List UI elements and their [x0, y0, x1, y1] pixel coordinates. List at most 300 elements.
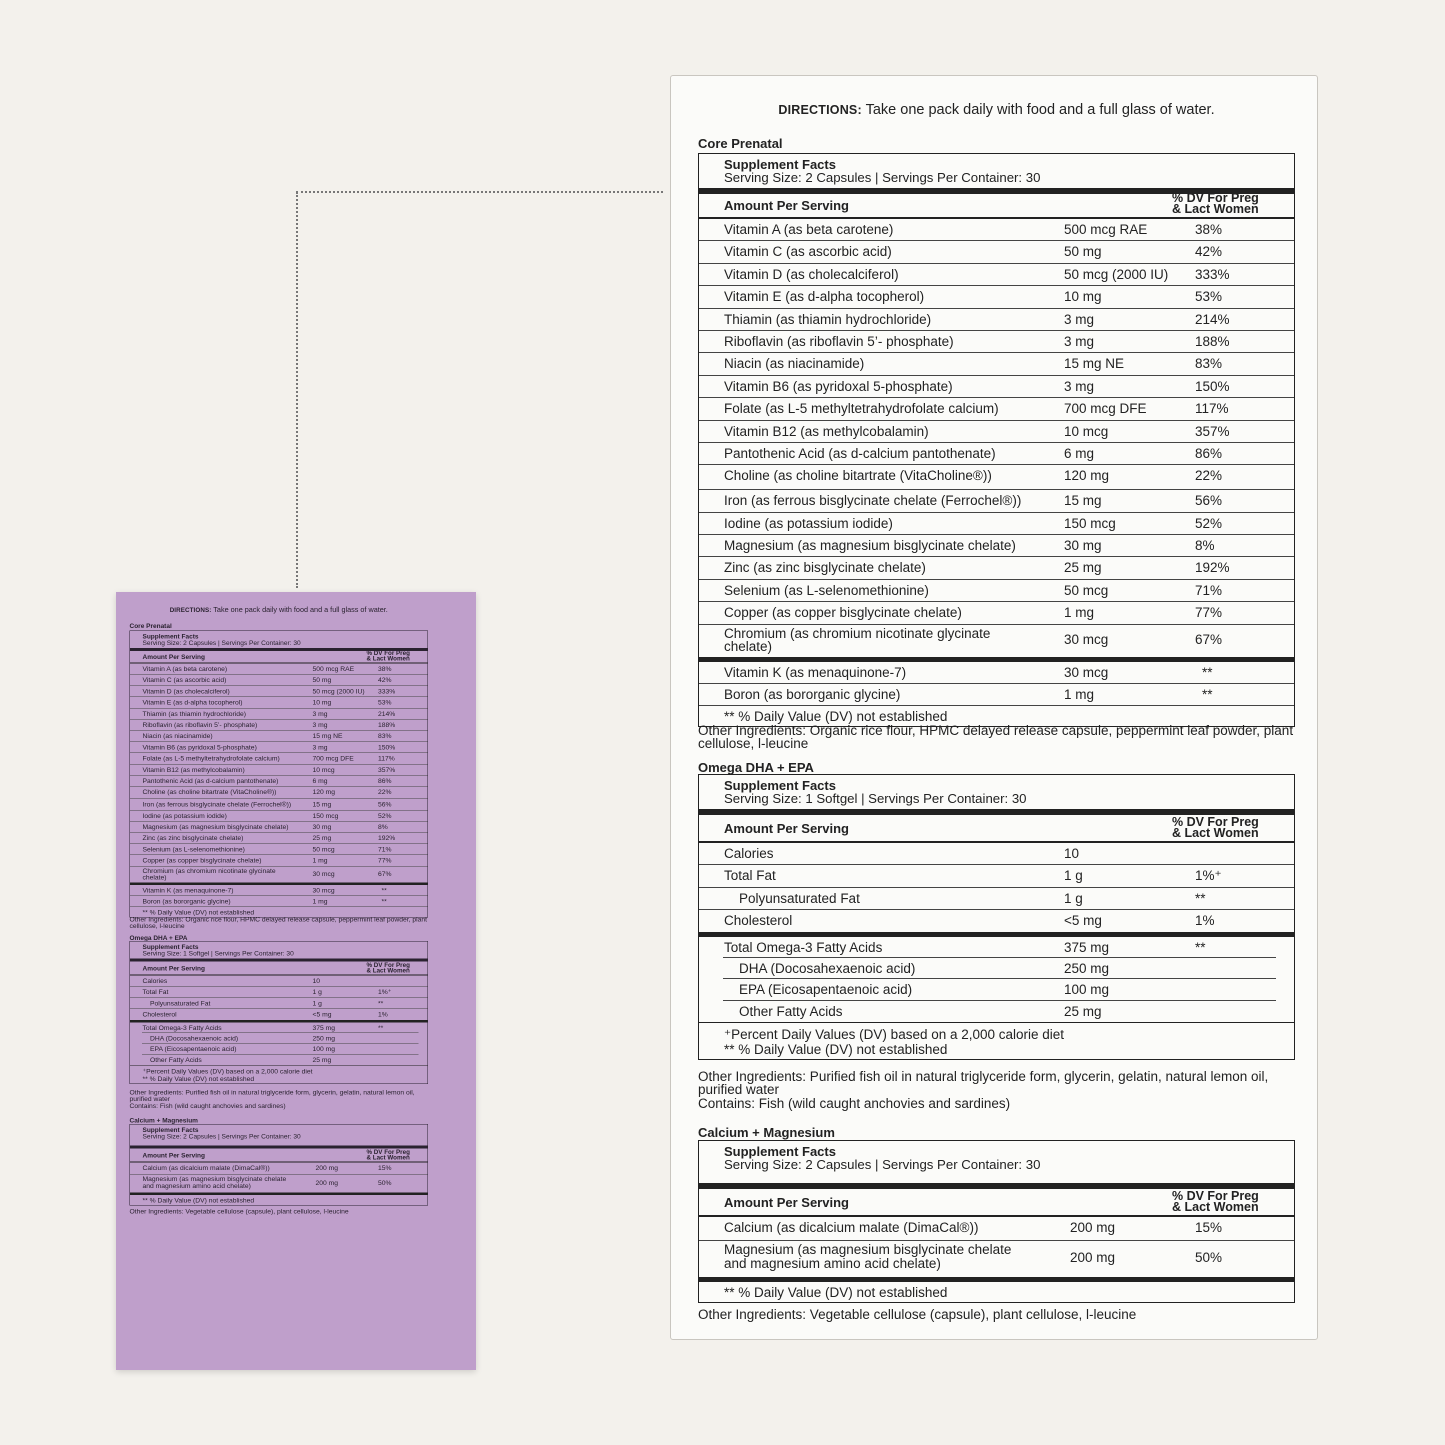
nutrient-row [130, 833, 428, 844]
nutrient-name: Pantothenic Acid (as d-calcium pantothenate) [724, 445, 996, 461]
nutrient-amount: 50 mg [312, 676, 332, 684]
nutrient-name: Vitamin K (as menaquinone-7) [724, 664, 907, 680]
nutrient-row [699, 398, 1294, 420]
nutrient-row [130, 810, 428, 821]
label-zoom-panel [670, 75, 1318, 1340]
nutrient-name: Calcium (as dicalcium malate (DimaCal®)) [142, 1164, 270, 1172]
nutrient-amount: 200 mg [315, 1179, 339, 1187]
nutrient-dv: 86% [378, 776, 392, 785]
nutrient-row [699, 286, 1294, 308]
nutrient-name: Choline (as choline bitartrate (VitaCholine®)) [142, 788, 277, 796]
nutrient-row [130, 1009, 428, 1022]
nutrient-name: Vitamin B6 (as pyridoxal 5-phosphate) [142, 743, 257, 751]
nutrient-name: Vitamin E (as d-alpha tocopherol) [724, 289, 925, 305]
nutrient-name: Vitamin C (as ascorbic acid) [724, 244, 892, 260]
calmag-rows [130, 1163, 428, 1196]
nutrient-row [699, 376, 1294, 398]
nutrient-name: Boron (as bororganic glycine) [724, 687, 901, 703]
nutrient-amount: 25 mg [312, 1055, 332, 1064]
nutrient-dv: 192% [1195, 560, 1230, 576]
nutrient-dv: 52% [1195, 515, 1223, 531]
nutrient-dv: 77% [378, 856, 392, 865]
nutrient-row [699, 937, 1294, 958]
nutrient-row [130, 686, 428, 697]
nutrient-dv: 333% [378, 687, 396, 695]
nutrient-row [699, 264, 1294, 286]
nutrient-amount: 30 mcg [1064, 631, 1109, 647]
amount-label: Amount Per Serving [724, 198, 849, 213]
nutrient-amount: 150 mcg [1064, 515, 1116, 531]
nutrient-row [699, 602, 1294, 624]
nutrient-dv: 53% [378, 698, 392, 707]
amount-label: Amount Per Serving [724, 1195, 849, 1210]
nutrient-dv: 38% [1195, 222, 1223, 237]
nutrient-amount: 6 mg [312, 776, 328, 785]
nutrient-name: Riboflavin (as riboflavin 5’- phosphate) [142, 720, 258, 729]
facts-title: Supplement Facts [142, 632, 199, 640]
omega-other-ingredients [130, 1089, 430, 1109]
nutrient-dv: ** [1202, 664, 1213, 680]
nutrient-dv: 67% [378, 869, 392, 878]
dv-label-line2: & Lact Women [366, 1154, 410, 1161]
nutrient-amount: 500 mcg RAE [312, 665, 355, 673]
omega-contains: Contains: Fish (wild caught anchovies and sardines) [698, 1096, 1011, 1111]
nutrient-dv: 15% [1195, 1220, 1223, 1235]
omega-footnote-1: ⁺Percent Daily Values (DV) based on a 2,000 calorie diet [724, 1027, 1065, 1043]
omega-facts-table [698, 774, 1295, 1060]
omega-contains: Contains: Fish (wild caught anchovies and sardines) [129, 1102, 286, 1110]
nutrient-amount: <5 mg [312, 1010, 332, 1019]
callout-connector-vertical [296, 192, 298, 588]
nutrient-name: Total Omega-3 Fatty Acids [724, 939, 883, 955]
nutrient-name: Choline (as choline bitartrate (VitaCholine®)) [724, 468, 992, 484]
nutrient-amount: 1 mg [1064, 605, 1095, 621]
nutrient-name: Magnesium (as magnesium bisglycinate chelate and magnesium amino acid chelate) [724, 1242, 1012, 1271]
directions-text [130, 606, 429, 614]
amount-label: Amount Per Serving [724, 821, 849, 836]
amount-header [699, 815, 1294, 843]
nutrient-name: Vitamin E (as d-alpha tocopherol) [142, 698, 243, 707]
nutrient-name: Vitamin B12 (as methylcobalamin) [142, 765, 245, 774]
core-title: Core Prenatal [698, 136, 783, 151]
nutrient-name: Niacin (as niacinamide) [142, 732, 213, 740]
nutrient-name: Zinc (as zinc bisglycinate chelate) [142, 834, 244, 842]
omega-facts-table [130, 941, 429, 1084]
calmag-title: Calcium + Magnesium [129, 1116, 198, 1124]
dv-label-line2: & Lact Women [366, 655, 410, 662]
omega-rows [130, 976, 428, 1066]
nutrient-amount: 250 mg [1064, 960, 1110, 976]
nutrient-amount: 120 mg [1064, 468, 1110, 484]
nutrient-dv: 83% [1195, 356, 1223, 372]
nutrient-dv: ** [381, 886, 387, 894]
nutrient-dv: 188% [378, 720, 396, 729]
nutrient-dv: 53% [1195, 289, 1223, 305]
nutrient-dv: 22% [378, 788, 392, 796]
omega-other-text: Other Ingredients: Purified fish oil in natural triglyceride form, glycerin, gelatin, natural lemon oil, purified water [698, 1069, 1269, 1097]
dv-label-line1: % DV For Preg [1172, 1189, 1259, 1203]
nutrient-name: Vitamin K (as menaquinone-7) [142, 886, 234, 894]
nutrient-row [699, 865, 1294, 887]
nutrient-amount: 10 mg [1064, 289, 1102, 305]
nutrient-dv: 50% [378, 1179, 392, 1187]
nutrient-row [699, 421, 1294, 443]
nutrient-row [699, 443, 1294, 465]
facts-header [130, 1125, 428, 1146]
nutrient-dv: 71% [378, 845, 392, 853]
core-rows [699, 219, 1294, 706]
nutrient-name: Total Fat [142, 988, 169, 996]
nutrient-row [699, 1217, 1294, 1241]
nutrient-amount: 1 mg [1064, 687, 1095, 703]
facts-title: Supplement Facts [142, 1126, 199, 1134]
calmag-facts-table [130, 1124, 429, 1206]
nutrient-name: Selenium (as L-selenomethionine) [724, 582, 929, 598]
nutrient-dv: 22% [1195, 468, 1223, 484]
nutrient-name: Copper (as copper bisglycinate chelate) [142, 856, 262, 865]
nutrient-amount: 200 mg [1070, 1220, 1116, 1235]
nutrient-amount: 3 mg [312, 743, 328, 751]
omega-footnote-2: ** % Daily Value (DV) not established [724, 1042, 948, 1058]
serving-info: Serving Size: 2 Capsules | Servings Per Container: 30 [142, 1132, 301, 1140]
nutrient-name: Vitamin B12 (as methylcobalamin) [724, 423, 929, 439]
nutrient-name: Chromium (as chromium nicotinate glycinate chelate) [724, 625, 991, 655]
nutrient-dv: 188% [1195, 333, 1230, 349]
amount-header [699, 191, 1294, 219]
nutrient-row [130, 844, 428, 855]
nutrient-dv: 150% [1195, 378, 1230, 394]
amount-label: Amount Per Serving [142, 653, 205, 661]
nutrient-dv: 67% [1195, 631, 1223, 647]
nutrient-name: Vitamin B6 (as pyridoxal 5-phosphate) [724, 378, 953, 394]
nutrient-name: Calcium (as dicalcium malate (DimaCal®)) [724, 1220, 979, 1235]
core-facts-table [130, 631, 429, 918]
nutrient-amount: 50 mcg [1064, 582, 1109, 598]
nutrient-name: Iron (as ferrous bisglycinate chelate (Ferrochel®)) [142, 800, 292, 809]
facts-header [130, 631, 428, 648]
nutrient-name: Total Omega-3 Fatty Acids [142, 1023, 222, 1032]
nutrient-amount: 1 g [1064, 890, 1083, 906]
dv-label-line1: % DV For Preg [366, 1148, 410, 1156]
nutrient-row [130, 708, 428, 719]
calmag-facts-table [698, 1140, 1295, 1303]
nutrient-name: Other Fatty Acids [150, 1055, 202, 1064]
nutrient-amount: 25 mg [1064, 560, 1102, 576]
nutrient-amount: 375 mg [1064, 939, 1110, 955]
nutrient-dv: 8% [1195, 538, 1215, 554]
nutrient-amount: 100 mg [312, 1045, 336, 1053]
nutrient-row [699, 309, 1294, 331]
amount-label: Amount Per Serving [142, 964, 205, 972]
nutrient-row [130, 1033, 428, 1044]
dv-label [1172, 817, 1259, 839]
nutrient-row [699, 353, 1294, 375]
nutrient-name: Zinc (as zinc bisglycinate chelate) [724, 560, 926, 576]
nutrient-dv: 86% [1195, 445, 1223, 461]
nutrient-dv: 357% [378, 765, 396, 774]
nutrient-dv: 15% [378, 1164, 392, 1172]
nutrient-row [699, 513, 1294, 535]
facts-title: Supplement Facts [724, 1144, 836, 1159]
nutrient-row [130, 775, 428, 786]
nutrient-row [699, 580, 1294, 602]
nutrient-name: Polyunsaturated Fat [150, 999, 211, 1007]
directions-body: Take one pack daily with food and a full glass of water. [861, 102, 1215, 118]
nutrient-amount: 25 mg [1064, 1003, 1102, 1019]
facts-header [699, 154, 1294, 188]
nutrient-dv: ** [1202, 687, 1213, 703]
nutrient-amount: 15 mg NE [312, 732, 343, 740]
omega-other-text: Other Ingredients: Purified fish oil in natural triglyceride form, glycerin, gelatin, natural lemon oil, purified water [129, 1088, 415, 1103]
nutrient-dv: 83% [378, 732, 392, 740]
nutrient-amount: 30 mg [1064, 538, 1102, 554]
nutrient-dv: 56% [1195, 493, 1223, 509]
serving-info: Serving Size: 2 Capsules | Servings Per Container: 30 [724, 170, 1041, 185]
nutrient-name: Cholesterol [142, 1010, 177, 1019]
dv-label [367, 651, 410, 662]
calmag-rows [699, 1217, 1294, 1282]
nutrient-name: Iron (as ferrous bisglycinate chelate (Ferrochel®)) [724, 493, 1022, 509]
nutrient-row [699, 219, 1294, 241]
omega-other-ingredients [698, 1070, 1298, 1110]
nutrient-row [699, 241, 1294, 263]
callout-connector-horizontal [296, 191, 663, 193]
facts-header [130, 942, 428, 959]
nutrient-name: Magnesium (as magnesium bisglycinate chelate) [142, 823, 289, 831]
nutrient-amount: 15 mg [1064, 493, 1102, 509]
nutrient-row [130, 987, 428, 998]
nutrient-amount: 10 mg [312, 698, 332, 707]
nutrient-name: Vitamin C (as ascorbic acid) [142, 676, 227, 684]
nutrient-dv: 357% [1195, 423, 1230, 439]
nutrient-name: Magnesium (as magnesium bisglycinate chelate and magnesium amino acid chelate) [142, 1175, 287, 1190]
calmag-footnote: ** % Daily Value (DV) not established [724, 1285, 948, 1300]
nutrient-name: Vitamin A (as beta carotene) [142, 665, 228, 673]
nutrient-row [130, 697, 428, 708]
nutrient-row [130, 742, 428, 753]
nutrient-name: EPA (Eicosapentaenoic acid) [150, 1045, 237, 1053]
calmag-other-ingredients: Other Ingredients: Vegetable cellulose (capsule), plant cellulose, l-leucine [698, 1307, 1137, 1322]
nutrient-dv: 1% [378, 1010, 388, 1019]
facts-title: Supplement Facts [724, 778, 836, 793]
nutrient-dv: 42% [378, 676, 392, 684]
nutrient-row [699, 557, 1294, 579]
dv-label-line2: & Lact Women [1172, 202, 1259, 216]
nutrient-row [130, 998, 428, 1009]
nutrient-name: Vitamin D (as cholecalciferol) [724, 266, 899, 282]
nutrient-amount: 700 mcg DFE [312, 754, 354, 763]
facts-header [699, 1141, 1294, 1183]
nutrient-amount: 375 mg [312, 1023, 336, 1032]
label-thumbnail [116, 592, 476, 1370]
nutrient-amount: 30 mg [312, 823, 332, 831]
nutrient-name: DHA (Docosahexaenoic acid) [739, 960, 916, 976]
calmag-title: Calcium + Magnesium [698, 1125, 835, 1140]
omega-rows [699, 843, 1294, 1022]
nutrient-dv: ** [381, 897, 387, 906]
nutrient-row [699, 684, 1294, 706]
nutrient-row [130, 866, 428, 885]
nutrient-name: Niacin (as niacinamide) [724, 356, 865, 372]
nutrient-amount: 50 mcg (2000 IU) [312, 687, 365, 695]
nutrient-row [699, 662, 1294, 684]
nutrient-name: Iodine (as potassium iodide) [142, 811, 227, 820]
nutrient-name: Pantothenic Acid (as d-calcium pantothenate) [142, 776, 279, 785]
serving-info: Serving Size: 2 Capsules | Servings Per Container: 30 [142, 639, 301, 647]
nutrient-amount: 200 mg [315, 1164, 339, 1172]
nutrient-name: Copper (as copper bisglycinate chelate) [724, 605, 962, 621]
nutrient-row [130, 1175, 428, 1196]
nutrient-row [130, 787, 428, 800]
nutrient-row [130, 1163, 428, 1175]
nutrient-name: Magnesium (as magnesium bisglycinate chelate) [724, 538, 1016, 554]
nutrient-row [699, 490, 1294, 512]
calmag-footnote: ** % Daily Value (DV) not established [142, 1196, 255, 1204]
nutrient-dv: 77% [1195, 605, 1223, 621]
serving-info: Serving Size: 1 Softgel | Servings Per Container: 30 [724, 791, 1027, 806]
directions-text [698, 102, 1295, 118]
nutrient-dv: 71% [1195, 582, 1223, 598]
core-other-ingredients: Other Ingredients: Organic rice flour, HPMC delayed release capsule, peppermint leaf powder, plant cellulose, l-leucine [698, 723, 1294, 751]
amount-label: Amount Per Serving [142, 1151, 205, 1159]
nutrient-amount: 120 mg [312, 788, 336, 796]
nutrient-amount: 1 mg [312, 856, 328, 865]
dv-label-line2: & Lact Women [1172, 826, 1259, 840]
directions-body: Take one pack daily with food and a full glass of water. [211, 606, 388, 614]
nutrient-name: Calories [724, 846, 774, 861]
nutrient-name: Selenium (as L-selenomethionine) [142, 845, 245, 853]
nutrient-name: Boron (as bororganic glycine) [142, 897, 231, 906]
nutrient-dv: 8% [378, 823, 388, 831]
nutrient-dv: 214% [378, 709, 396, 718]
nutrient-name: Iodine (as potassium iodide) [724, 515, 893, 531]
amount-header [699, 1189, 1294, 1217]
nutrient-name: Vitamin A (as beta carotene) [724, 222, 894, 237]
nutrient-dv: 117% [378, 754, 395, 763]
nutrient-amount: 15 mg NE [1064, 356, 1125, 372]
nutrient-row [130, 896, 428, 907]
nutrient-row [130, 753, 428, 764]
core-footnote: ** % Daily Value (DV) not established [142, 908, 255, 917]
nutrient-name: Total Fat [724, 868, 776, 884]
core-title: Core Prenatal [129, 622, 172, 630]
nutrient-amount: 3 mg [312, 709, 328, 718]
nutrient-name: Calories [142, 977, 168, 985]
nutrient-row [130, 675, 428, 686]
dv-label-line1: % DV For Preg [366, 961, 410, 969]
nutrient-name: Thiamin (as thiamin hydrochloride) [724, 311, 932, 327]
nutrient-amount: 30 mcg [312, 886, 335, 894]
nutrient-row [130, 719, 428, 730]
nutrient-amount: 100 mg [1064, 982, 1110, 998]
nutrient-amount: 1 g [312, 999, 322, 1007]
nutrient-row [130, 1022, 428, 1033]
dv-label [367, 1150, 410, 1161]
nutrient-dv: ** [1195, 890, 1206, 906]
facts-title: Supplement Facts [142, 943, 199, 951]
nutrient-row [699, 465, 1294, 490]
nutrient-amount: 10 mcg [1064, 423, 1109, 439]
nutrient-amount: 6 mg [1064, 445, 1095, 461]
nutrient-row [699, 625, 1294, 662]
dv-label-line1: % DV For Preg [366, 649, 410, 657]
nutrient-row [699, 843, 1294, 865]
nutrient-name: Folate (as L-5 methyltetrahydrofolate calcium) [724, 401, 999, 417]
nutrient-row [699, 331, 1294, 353]
nutrient-amount: 1 mg [312, 897, 328, 906]
nutrient-dv: 38% [378, 665, 392, 673]
nutrient-row [130, 764, 428, 775]
nutrient-name: Other Fatty Acids [739, 1003, 843, 1019]
nutrient-row [699, 1241, 1294, 1282]
nutrient-row [699, 958, 1294, 979]
nutrient-amount: 30 mcg [312, 869, 335, 878]
nutrient-amount: 50 mcg [312, 845, 335, 853]
nutrient-dv: ** [378, 999, 384, 1007]
nutrient-dv: 117% [1195, 401, 1229, 417]
nutrient-amount: 150 mcg [312, 811, 339, 820]
nutrient-name: Thiamin (as thiamin hydrochloride) [142, 709, 247, 718]
nutrient-name: Vitamin D (as cholecalciferol) [142, 687, 230, 695]
nutrient-name: Polyunsaturated Fat [739, 890, 860, 906]
nutrient-row [130, 1044, 428, 1055]
nutrient-row [699, 888, 1294, 910]
nutrient-row [699, 1001, 1294, 1022]
nutrient-name: EPA (Eicosapentaenoic acid) [739, 982, 913, 998]
nutrient-row [130, 885, 428, 896]
nutrient-dv: 50% [1195, 1250, 1223, 1265]
nutrient-row [130, 822, 428, 833]
nutrient-amount: 3 mg [312, 720, 328, 729]
nutrient-dv: 1% [1195, 913, 1215, 929]
omega-footnote-1: ⁺Percent Daily Values (DV) based on a 2,000 calorie diet [142, 1067, 313, 1076]
dv-label-line2: & Lact Women [366, 967, 410, 974]
dv-label-line2: & Lact Women [1172, 1200, 1259, 1214]
facts-title: Supplement Facts [724, 157, 836, 172]
omega-footnote-2: ** % Daily Value (DV) not established [142, 1075, 255, 1083]
nutrient-dv: 192% [378, 834, 396, 842]
nutrient-amount: 10 [312, 977, 321, 985]
nutrient-name: Folate (as L-5 methyltetrahydrofolate calcium) [142, 754, 280, 763]
core-footnote: ** % Daily Value (DV) not established [724, 709, 948, 725]
nutrient-dv: ** [1195, 939, 1206, 955]
amount-header [130, 1149, 428, 1163]
nutrient-amount: 15 mg [312, 800, 332, 809]
nutrient-row [130, 799, 428, 810]
nutrient-row [130, 731, 428, 742]
nutrient-row [699, 979, 1294, 1000]
core-facts-table [698, 153, 1295, 727]
nutrient-amount: 50 mcg (2000 IU) [1064, 266, 1169, 282]
nutrient-amount: 3 mg [1064, 311, 1095, 327]
omega-footnotes [130, 1065, 428, 1084]
nutrient-amount: <5 mg [1064, 913, 1102, 929]
nutrient-row [130, 976, 428, 987]
facts-header [699, 775, 1294, 809]
amount-header [130, 651, 428, 664]
nutrient-dv: 214% [1195, 311, 1230, 327]
nutrient-amount: 200 mg [1070, 1250, 1116, 1265]
nutrient-dv: 56% [378, 800, 392, 809]
core-other-ingredients: Other Ingredients: Organic rice flour, HPMC delayed release capsule, peppermint leaf powder, plant cellulose, l-leucine [129, 915, 428, 930]
serving-info: Serving Size: 1 Softgel | Servings Per Container: 30 [142, 949, 294, 957]
directions-label: DIRECTIONS: [169, 606, 212, 614]
nutrient-amount: 50 mg [1064, 244, 1102, 260]
nutrient-amount: 250 mg [312, 1034, 336, 1042]
nutrient-name: DHA (Docosahexaenoic acid) [150, 1034, 239, 1042]
nutrient-dv: 150% [378, 743, 396, 751]
nutrient-row [130, 664, 428, 675]
